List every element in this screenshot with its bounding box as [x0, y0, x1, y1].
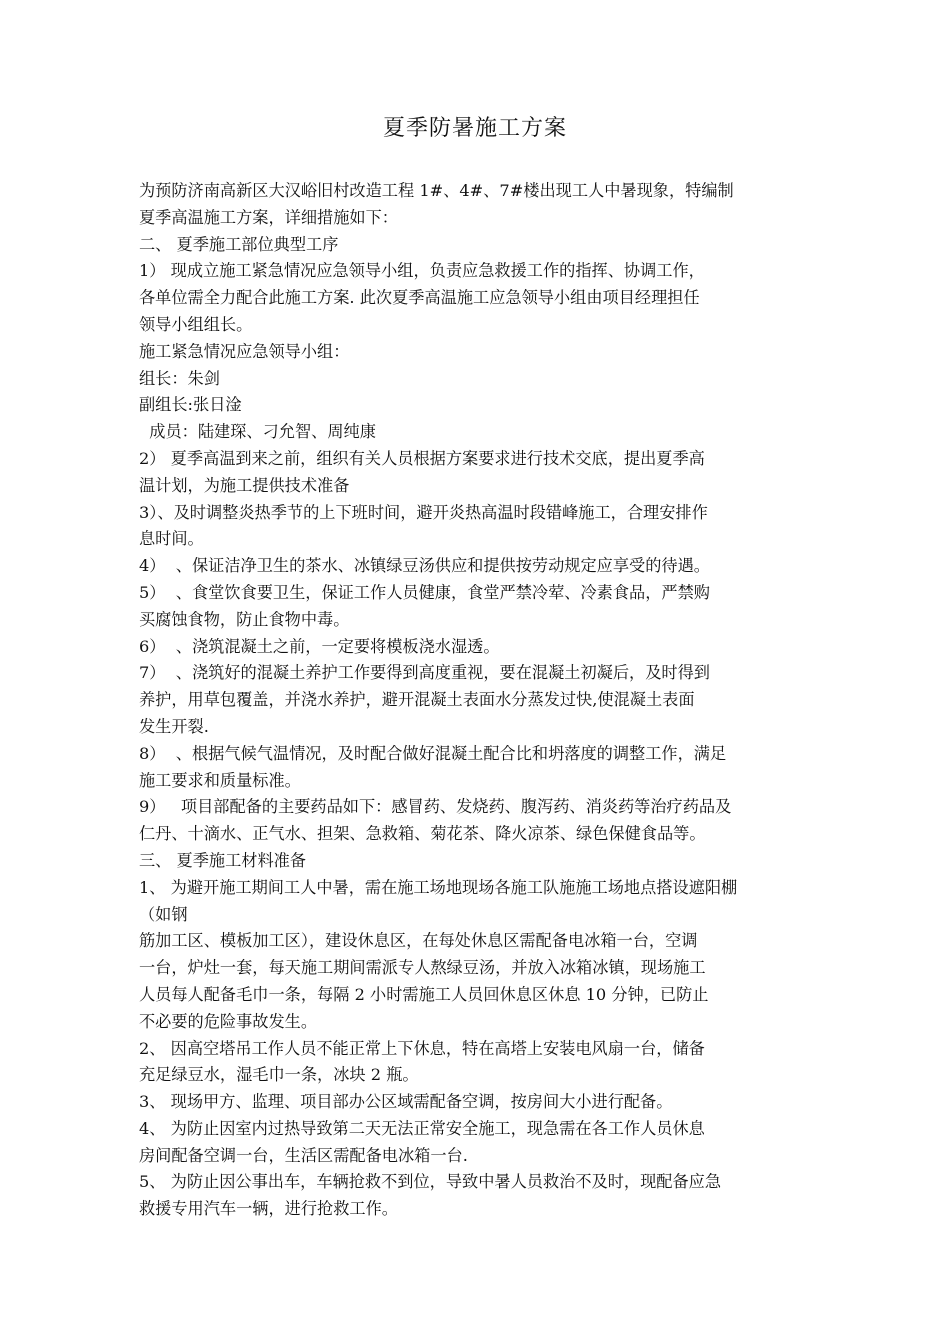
text-line: 组长：朱剑: [139, 368, 220, 388]
text-line: 副组长:张日淦: [139, 395, 242, 415]
text-line: 仁丹、十滴水、正气水、担架、急救箱、菊花茶、降火凉茶、绿色保健食品等。: [139, 824, 706, 844]
text-line: 各单位需全力配合此施工方案. 此次夏季高温施工应急领导小组由项目经理担任: [139, 288, 700, 308]
text-line: 养护，用草包覆盖，并浇水养护，避开混凝土表面水分蒸发过快,使混凝土表面: [139, 690, 695, 710]
text-line: 1） 现成立施工紧急情况应急领导小组，负责应急救援工作的指挥、协调工作，: [139, 261, 705, 281]
text-line: 一台，炉灶一套，每天施工期间需派专人熬绿豆汤，并放入冰箱冰镇，现场施工: [139, 958, 706, 978]
text-line: 夏季高温施工方案，详细措施如下：: [139, 207, 398, 227]
text-line: 救援专用汽车一辆，进行抢救工作。: [139, 1199, 398, 1219]
text-line: （如钢: [139, 904, 188, 924]
text-line: 买腐蚀食物，防止食物中毒。: [139, 609, 350, 629]
text-line: 9） 项目部配备的主要药品如下：感冒药、发烧药、腹泻药、消炎药等治疗药品及: [139, 797, 732, 817]
text-line: 2） 夏季高温到来之前，组织有关人员根据方案要求进行技术交底，提出夏季高: [139, 448, 705, 468]
text-line: 发生开裂.: [139, 716, 209, 736]
text-line: 息时间。: [139, 529, 204, 549]
text-line: 领导小组组长。: [139, 314, 253, 334]
text-line: 人员每人配备毛巾一条，每隔 2 小时需施工人员回休息区休息 10 分钟，已防止: [139, 984, 709, 1004]
text-line: 三、 夏季施工材料准备: [139, 850, 307, 870]
text-line: 3）、及时调整炎热季节的上下班时间，避开炎热高温时段错峰施工，合理安排作: [139, 502, 708, 522]
text-line: 不必要的危险事故发生。: [139, 1011, 318, 1031]
text-line: 2、 因高空塔吊工作人员不能正常上下休息，特在高塔上安装电风扇一台，储备: [139, 1038, 705, 1058]
text-line: 5、 为防止因公事出车，车辆抢救不到位，导致中暑人员救治不及时，现配备应急: [139, 1172, 722, 1192]
text-line: 二、 夏季施工部位典型工序: [139, 234, 339, 254]
text-line: 施工要求和质量标准。: [139, 770, 301, 790]
text-line: 温计划，为施工提供技术准备: [139, 475, 350, 495]
text-line: 为预防济南高新区大汉峪旧村改造工程 1#、4#、7#楼出现工人中暑现象，特编制: [139, 181, 734, 200]
text-line: 筋加工区、模板加工区），建设休息区，在每处休息区需配备电冰箱一台，空调: [139, 931, 698, 951]
text-line: 4） 、保证洁净卫生的茶水、冰镇绿豆汤供应和提供按劳动规定应享受的待遇。: [139, 556, 710, 576]
document-body: [139, 178, 839, 1223]
text-line: 充足绿豆水，湿毛巾一条，冰块 2 瓶。: [139, 1065, 419, 1085]
text-line: 1、 为避开施工期间工人中暑，需在施工场地现场各施工队施施工场地点搭设遮阳棚: [139, 877, 738, 897]
text-line: 8） 、根据气候气温情况，及时配合做好混凝土配合比和坍落度的调整工作，满足: [139, 743, 727, 763]
text-line: 4、 为防止因室内过热导致第二天无法正常安全施工，现急需在各工作人员休息: [139, 1118, 705, 1138]
text-line: 3、 现场甲方、监理、项目部办公区域需配备空调，按房间大小进行配备。: [139, 1092, 673, 1112]
text-line: 6） 、浇筑混凝土之前，一定要将模板浇水湿透。: [139, 636, 500, 656]
text-line: 5） 、食堂饮食要卫生，保证工作人员健康，食堂严禁冷荤、冷素食品，严禁购: [139, 582, 710, 602]
text-line: 成员：陆建琛、刁允智、周纯康: [139, 422, 376, 442]
text-line: 7） 、浇筑好的混凝土养护工作要得到高度重视，要在混凝土初凝后，及时得到: [139, 663, 710, 683]
document-title: 夏季防暑施工方案: [382, 116, 567, 141]
text-line: 施工紧急情况应急领导小组：: [139, 341, 350, 361]
text-line: 房间配备空调一台，生活区需配备电冰箱一台.: [139, 1145, 468, 1165]
